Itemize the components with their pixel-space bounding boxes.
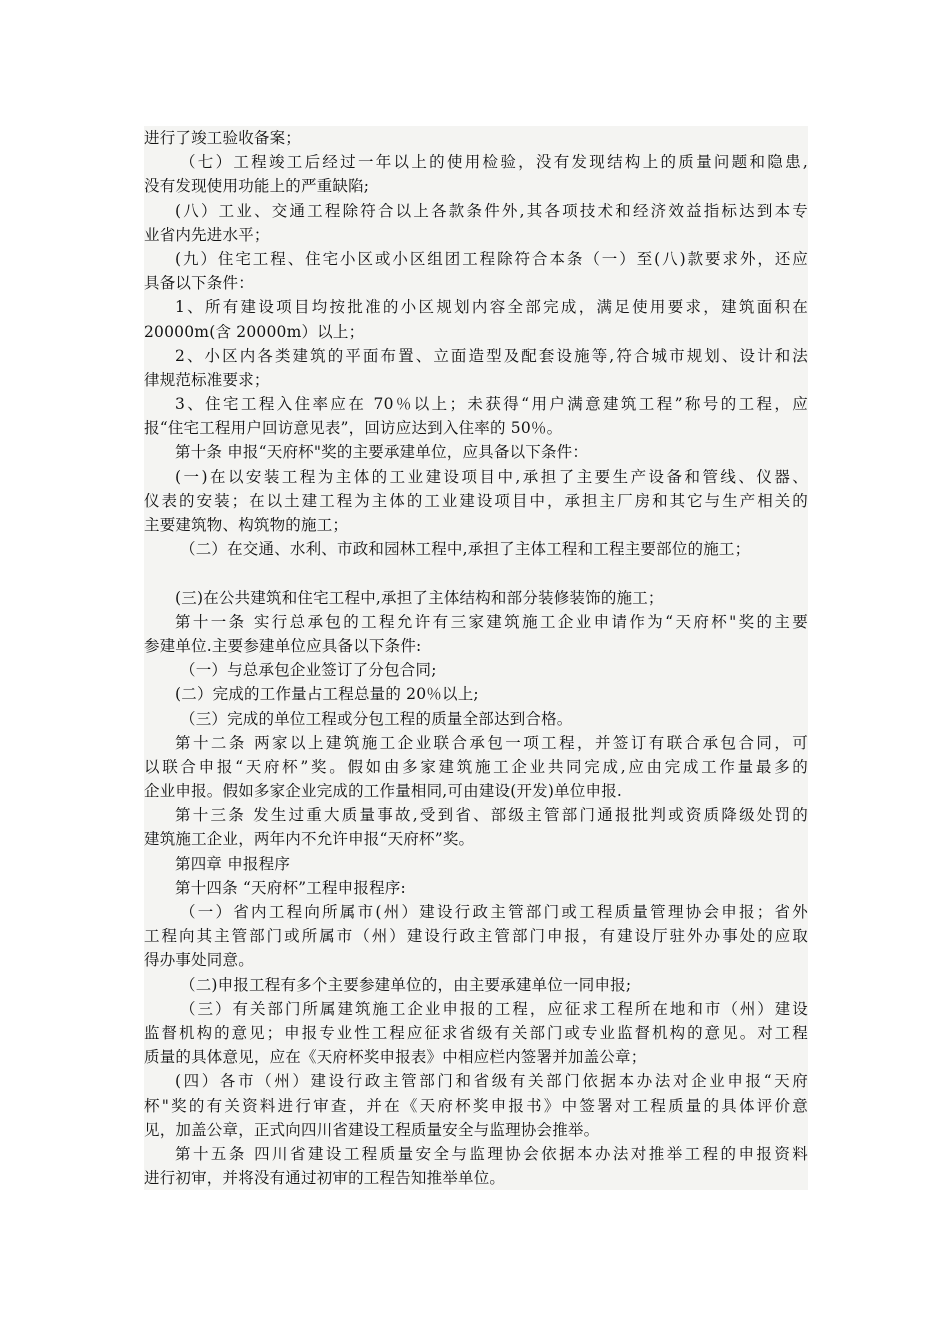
text-line: 杯"奖的有关资料进行审查，并在《天府杯奖申报书》中签署对工程质量的具体评价意 (144, 1096, 808, 1115)
text-line: 第十条 申报“天府杯"奖的主要承建单位，应具备以下条件： (175, 443, 589, 462)
text-line: 1、所有建设项目均按批准的小区规划内容全部完成，满足使用要求，建筑面积在 (175, 298, 808, 317)
text-line: 建筑施工企业，两年内不允许申报“天府杯”奖。 (144, 830, 475, 849)
text-line: (二）完成的工作量占工程总量的 20％以上; (175, 685, 479, 704)
text-line: （七）工程竣工后经过一年以上的使用检验，没有发现结构上的质量问题和隐患, (180, 153, 808, 172)
text-line: 进行初审，并将没有通过初审的工程告知推举单位。 (144, 1169, 506, 1188)
document-body (144, 126, 808, 1190)
text-line: 见，加盖公章，正式向四川省建设工程质量安全与监理协会推举。 (144, 1120, 600, 1139)
text-line: 20000m(含 20000m）以上； (144, 322, 365, 341)
text-line: 3、住宅工程入住率应在 70％以上；未获得“用户满意建筑工程”称号的工程，应 (175, 395, 808, 414)
text-line: 参建单位.主要参建单位应具备以下条件: (144, 636, 422, 655)
text-line: （二)申报工程有多个主要参建单位的，由主要承建单位一同申报; (180, 975, 632, 994)
blank-line (144, 561, 808, 585)
text-line: 主要建筑物、构筑物的施工； (144, 516, 349, 534)
text-line: （一）与总承包企业签订了分包合同; (180, 661, 437, 680)
text-line: 监督机构的意见；申报专业性工程应征求省级有关部门或专业监督机构的意见。对工程 (144, 1023, 808, 1042)
text-line: 第十三条 发生过重大质量事故,受到省、部级主管部门通报批判或资质降级处罚的 (175, 806, 808, 825)
text-line: 企业申报。假如多家企业完成的工作量相同,可由建设(开发)单位申报. (144, 782, 623, 801)
text-line: (八）工业、交通工程除符合以上各款条件外,其各项技术和经济效益指标达到本专 (175, 201, 808, 220)
text-line: (一)在以安装工程为主体的工业建设项目中,承担了主要生产设备和管线、仪器、 (175, 467, 808, 486)
text-line: 第十五条 四川省建设工程质量安全与监理协会依据本办法对推举工程的申报资料 (175, 1144, 808, 1163)
text-line: 得办事处同意。 (144, 951, 254, 970)
text-line: 没有发现使用功能上的严重缺陷; (144, 177, 370, 196)
text-line: （二）在交通、水利、市政和园林工程中,承担了主体工程和工程主要部位的施工； (180, 540, 751, 559)
text-line: 仪表的安装；在以土建工程为主体的工业建设项目中，承担主厂房和其它与生产相关的 (144, 491, 808, 510)
text-line: (四）各市（州）建设行政主管部门和省级有关部门依据本办法对企业申报“天府 (175, 1072, 808, 1091)
text-line: (九）住宅工程、住宅小区或小区组团工程除符合本条（一）至(八)款要求外，还应 (175, 249, 808, 268)
text-line: 第十四条 “天府杯”工程申报程序: (175, 878, 406, 897)
text-line: （一）省内工程向所属市(州）建设行政主管部门或工程质量管理协会申报；省外 (180, 903, 808, 921)
text-line: 报“住宅工程用户回访意见表”，回访应达到入住率的 50％。 (144, 419, 563, 438)
text-line: 业省内先进水平； (144, 225, 270, 244)
text-line: （三）完成的单位工程或分包工程的质量全部达到合格。 (180, 709, 573, 728)
text-line: 以联合申报“天府杯”奖。假如由多家建筑施工企业共同完成,应由完成工作量最多的 (144, 757, 808, 776)
text-line: （三）有关部门所属建筑施工企业申报的工程，应征求工程所在地和市（州）建设 (180, 999, 808, 1018)
text-line: 2、小区内各类建筑的平面布置、立面造型及配套设施等,符合城市规划、设计和法 (175, 346, 808, 365)
text-line: 工程向其主管部门或所属市（州）建设行政主管部门申报，有建设厅驻外办事处的应取 (144, 927, 808, 946)
text-line: 第十一条 实行总承包的工程允许有三家建筑施工企业申请作为“天府杯"奖的主要 (175, 612, 808, 631)
chapter-heading: 第四章 申报程序 (175, 854, 291, 873)
text-line: 律规范标准要求； (144, 370, 270, 389)
text-line: 进行了竣工验收备案； (144, 129, 302, 147)
text-line: 第十二条 两家以上建筑施工企业联合承包一项工程，并签订有联合承包合同，可 (175, 733, 808, 752)
text-line: 质量的具体意见，应在《天府杯奖申报表》中相应栏内签署并加盖公章； (144, 1048, 647, 1067)
text-line: 具备以下条件： (144, 274, 254, 293)
text-line: (三)在公共建筑和住宅工程中,承担了主体结构和部分装修装饰的施工； (175, 588, 664, 607)
